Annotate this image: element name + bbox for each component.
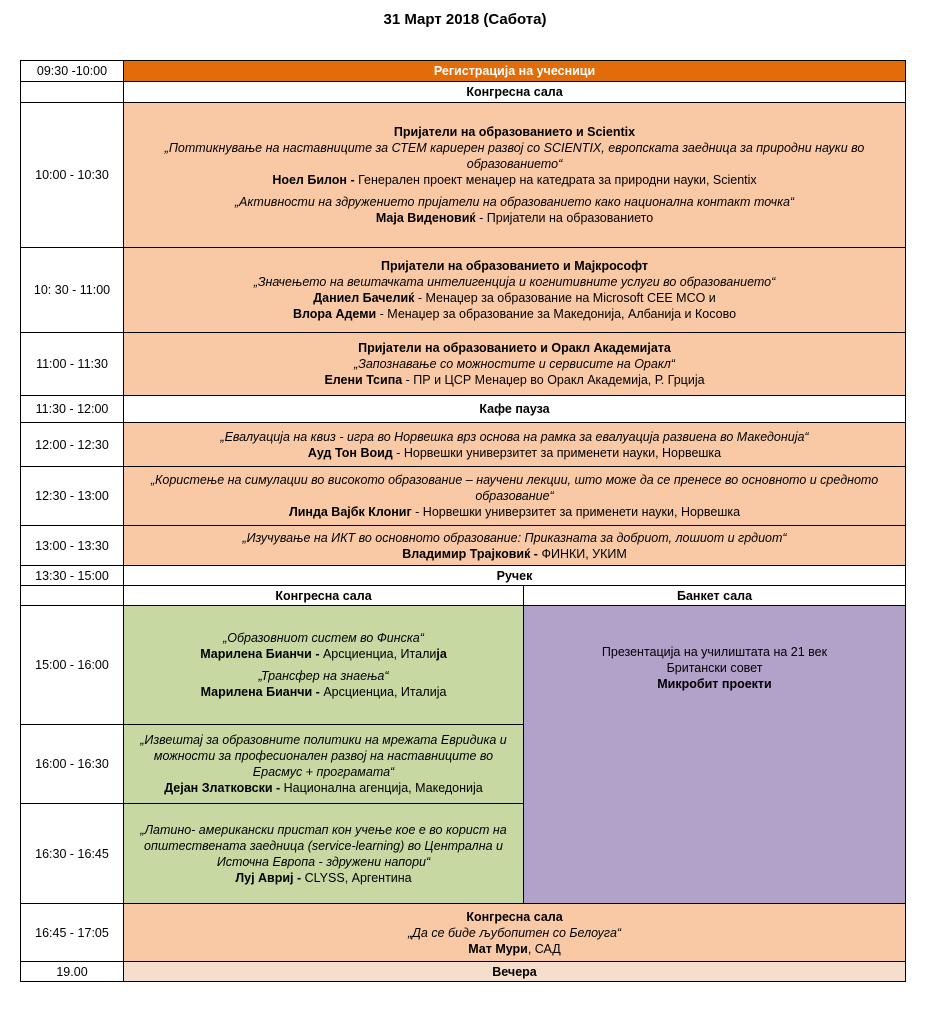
speaker-name: Ноел Билон - bbox=[272, 173, 355, 187]
talk-title: „Евалуација на квиз - игра во Норвешка врз основа на рамка за евалуација развиена во Македонија“ bbox=[220, 429, 809, 444]
table-row bbox=[21, 467, 906, 526]
session-title: Пријатели на образованието и Оракл Академијата bbox=[358, 341, 671, 355]
speaker-name: Влора Адеми bbox=[292, 307, 377, 321]
page-title: 31 Март 2018 (Сабота) bbox=[383, 11, 547, 28]
table-row bbox=[21, 586, 906, 606]
talk-title: „Изучување на ИКТ во основното образование: Приказната за добриот, лошиот и грдиот“ bbox=[242, 530, 787, 545]
hall-header-left: Конгресна сала bbox=[124, 586, 524, 606]
time-cell bbox=[21, 586, 124, 606]
speaker-line bbox=[128, 445, 901, 461]
speaker-name: Марилена Бианчи - bbox=[200, 685, 320, 699]
session-cell bbox=[124, 526, 906, 566]
session-cell bbox=[124, 248, 906, 333]
talk-title: „Поттикнување на наставниците за СТЕМ кариерен развој со SCIENTIX, европската заедница за природни науки во образованието“ bbox=[164, 141, 865, 171]
speaker-line bbox=[128, 870, 519, 886]
banquet-line: Микробит проекти bbox=[657, 677, 772, 691]
speaker-line bbox=[128, 372, 901, 388]
table-row bbox=[21, 566, 906, 586]
speaker-role: - Норвешки универзитет за применети науки, Норвешка bbox=[411, 505, 741, 519]
table-row bbox=[21, 248, 906, 333]
speaker-role: CLYSS, Аргентина bbox=[301, 870, 412, 885]
talk-title: „Латино- американски пристап кон учење кое е во корист на општествената заедница (service-learning) во Централна и Источна Европа - здружени напори“ bbox=[140, 822, 507, 869]
parallel-session-cell bbox=[124, 725, 524, 804]
speaker-name: Мат Мури bbox=[468, 941, 528, 956]
session-cell bbox=[124, 103, 906, 248]
session-cell bbox=[124, 904, 906, 962]
time-cell: 13:00 - 13:30 bbox=[21, 526, 124, 566]
speaker-line bbox=[128, 306, 901, 322]
table-row bbox=[21, 333, 906, 396]
session-hall: Конгресна сала bbox=[466, 909, 563, 924]
speaker-role: Генерален проект менаџер на катедрата за природни науки, Scientix bbox=[354, 173, 757, 187]
speaker-role: - Менаџер за образование за Македонија, Албанија и Косово bbox=[376, 307, 737, 321]
talk-title: „Трансфер на знаења“ bbox=[258, 669, 389, 683]
speaker-name: Дејан Златковски - bbox=[164, 781, 281, 795]
speaker-line bbox=[128, 546, 901, 562]
time-cell: 15:00 - 16:00 bbox=[21, 606, 124, 725]
banquet-line: Британски совет bbox=[666, 661, 763, 675]
talk-title: „Запознавање со можностите и сервисите на Оракл“ bbox=[354, 357, 675, 371]
banquet-session-cell bbox=[524, 606, 906, 904]
table-row bbox=[21, 423, 906, 467]
talk-title: „Образовниот систем во Финска“ bbox=[223, 631, 424, 645]
speaker-role: Национална агенција, Македонија bbox=[280, 781, 483, 795]
time-cell: 11:30 - 12:00 bbox=[21, 396, 124, 423]
time-cell: 09:30 -10:00 bbox=[21, 61, 124, 82]
speaker-line bbox=[128, 290, 901, 306]
session-cell bbox=[124, 467, 906, 526]
speaker-name: Даниел Бачелиќ bbox=[313, 291, 415, 305]
table-row bbox=[21, 962, 906, 982]
speaker-name: Луј Авриј - bbox=[235, 870, 302, 885]
speaker-line bbox=[128, 941, 901, 957]
parallel-session-cell bbox=[124, 606, 524, 725]
registration-cell: Регистрација на учесници bbox=[124, 61, 906, 82]
lunch-cell: Ручек bbox=[124, 566, 906, 586]
banquet-line: Презентација на училиштата на 21 век bbox=[601, 645, 828, 659]
coffee-break-cell: Кафе пауза bbox=[124, 396, 906, 423]
speaker-name: Владимир Трајковиќ - bbox=[402, 546, 538, 561]
talk-title: „Значењето на вештачката интелигенција и когнитивните услуги во образованието“ bbox=[253, 275, 776, 289]
table-row bbox=[21, 606, 906, 725]
parallel-session-cell bbox=[124, 804, 524, 904]
table-row bbox=[21, 904, 906, 962]
dinner-cell: Вечера bbox=[124, 962, 906, 982]
time-cell: 13:30 - 15:00 bbox=[21, 566, 124, 586]
talk-title: „Извештај за образовните политики на мрежата Евридика и можности за професионален развој на наставниците во Ерасмус + програмата“ bbox=[140, 733, 507, 779]
time-cell: 16:00 - 16:30 bbox=[21, 725, 124, 804]
session-cell bbox=[124, 423, 906, 467]
speaker-name: Ауд Тон Воид bbox=[307, 445, 393, 460]
speaker-role: Арсциенциа, Итали bbox=[319, 647, 437, 661]
schedule-table bbox=[20, 60, 906, 982]
speaker-line bbox=[128, 504, 901, 520]
table-row bbox=[21, 103, 906, 248]
hall-header: Конгресна сала bbox=[124, 82, 906, 103]
speaker-role: - Менаџер за образование на Microsoft CEE MCO и bbox=[414, 291, 716, 305]
speaker-line bbox=[128, 172, 901, 188]
speaker-line bbox=[128, 210, 901, 226]
time-cell: 12:00 - 12:30 bbox=[21, 423, 124, 467]
time-cell: 12:30 - 13:00 bbox=[21, 467, 124, 526]
speaker-name: Маја Виденовиќ bbox=[375, 211, 476, 225]
speaker-name: Линда Вајбк Клониг bbox=[288, 505, 412, 519]
table-row bbox=[21, 61, 906, 82]
speaker-role: Арсциенциа, Италија bbox=[319, 685, 447, 699]
talk-title: „Активности на здружението пријатели на образованието како национална контакт точка“ bbox=[234, 195, 795, 209]
talk-title: „Користење на симулации во високото образование – научени лекции, што може да се пренесе во основното и средното образование“ bbox=[150, 473, 879, 503]
time-cell: 19.00 bbox=[21, 962, 124, 982]
time-cell bbox=[21, 82, 124, 103]
table-row bbox=[21, 526, 906, 566]
time-cell: 11:00 - 11:30 bbox=[21, 333, 124, 396]
speaker-role: , САД bbox=[527, 941, 561, 956]
hall-header-right: Банкет сала bbox=[524, 586, 906, 606]
speaker-role: - Пријатели на образованието bbox=[475, 211, 654, 225]
speaker-line bbox=[128, 780, 519, 796]
session-title: Пријатели на образованието и Scientix bbox=[393, 125, 636, 139]
speaker-role: ФИНКИ, УКИМ bbox=[537, 546, 627, 561]
talk-title: „Да се биде љубопитен со Белоуга“ bbox=[407, 925, 622, 940]
time-cell: 16:30 - 16:45 bbox=[21, 804, 124, 904]
speaker-name: Марилена Бианчи - bbox=[200, 647, 320, 661]
speaker-line bbox=[128, 684, 519, 700]
time-cell: 16:45 - 17:05 bbox=[21, 904, 124, 962]
session-cell bbox=[124, 333, 906, 396]
table-row bbox=[21, 82, 906, 103]
speaker-role-tail: ја bbox=[436, 647, 447, 661]
speaker-role: - ПР и ЦСР Менаџер во Оракл Академија, Р. Грција bbox=[402, 373, 705, 387]
speaker-name: Елени Тсипа bbox=[324, 373, 403, 387]
speaker-line bbox=[128, 646, 519, 662]
session-title: Пријатели на образованието и Мајкрософт bbox=[380, 259, 649, 273]
table-row bbox=[21, 396, 906, 423]
time-cell: 10: 30 - 11:00 bbox=[21, 248, 124, 333]
time-cell: 10:00 - 10:30 bbox=[21, 103, 124, 248]
speaker-role: - Норвешки универзитет за применети науки, Норвешка bbox=[392, 445, 722, 460]
